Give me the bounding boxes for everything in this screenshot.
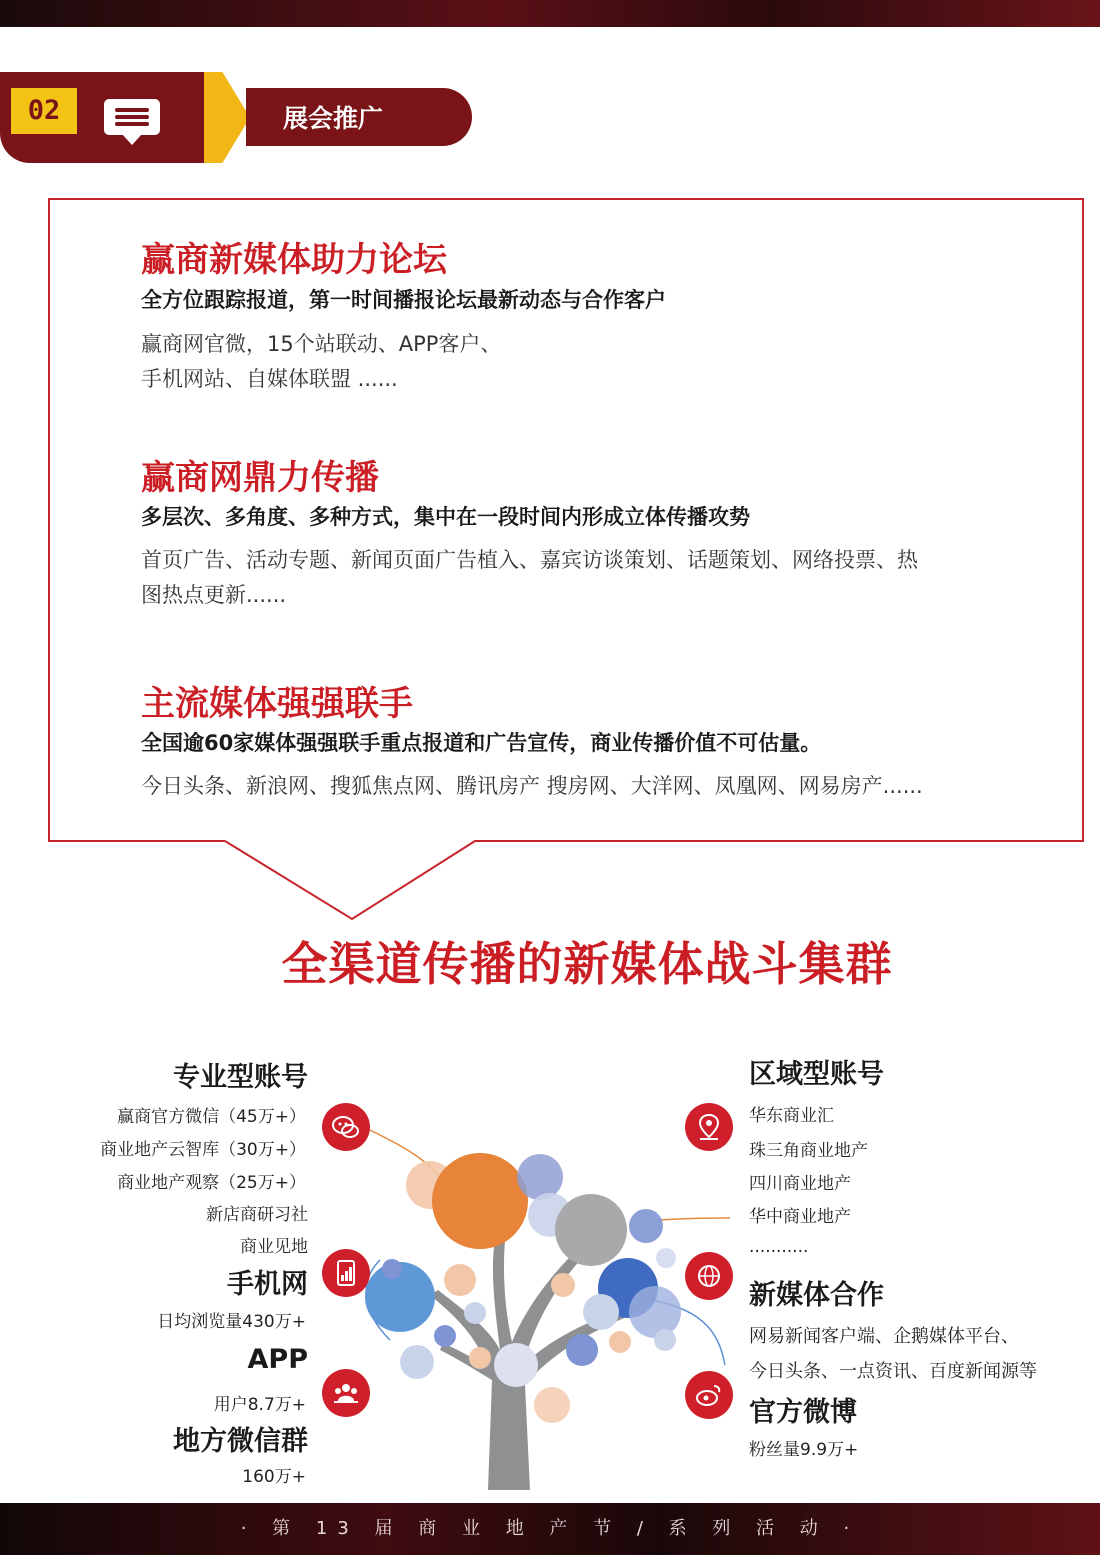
chat-bubble-tail bbox=[122, 134, 142, 145]
section-1-body-line-2: 手机网站、自媒体联盟 ...... bbox=[141, 367, 398, 391]
globe-icon bbox=[685, 1252, 733, 1300]
section-2-subtitle: 多层次、多角度、多种方式，集中在一段时间内形成立体传播攻势 bbox=[141, 505, 750, 529]
section-1-subtitle: 全方位跟踪报道，第一时间播报论坛最新动态与合作客户 bbox=[141, 288, 666, 312]
regional-account-item: ........... bbox=[749, 1237, 809, 1257]
section-1-title: 赢商新媒体助力论坛 bbox=[141, 240, 447, 280]
section-2-title: 赢商网鼎力传播 bbox=[141, 458, 379, 498]
app-people-icon bbox=[322, 1369, 370, 1417]
new-media-partner-line: 网易新闻客户端、企鹅媒体平台、 bbox=[749, 1326, 1019, 1347]
chat-bubble-icon bbox=[104, 99, 160, 135]
professional-account-item: 商业地产观察（25万+） bbox=[117, 1173, 306, 1193]
regional-account-item: 四川商业地产 bbox=[749, 1174, 851, 1194]
new-media-cooperation-title: 新媒体合作 bbox=[749, 1280, 884, 1311]
location-pin-icon bbox=[685, 1103, 733, 1151]
main-headline: 全渠道传播的新媒体战斗集群 bbox=[281, 937, 893, 991]
regional-account-item: 华东商业汇 bbox=[749, 1106, 834, 1126]
mobile-chart-icon bbox=[322, 1249, 370, 1297]
section-3-subtitle: 全国逾60家媒体强强联手重点报道和广告宣传，商业传播价值不可估量。 bbox=[141, 731, 822, 755]
professional-account-item: 赢商官方微信（45万+） bbox=[117, 1107, 306, 1127]
mobile-site-title: 手机网 bbox=[227, 1269, 308, 1300]
section-number-badge: 02 bbox=[11, 88, 77, 134]
regional-account-item: 华中商业地产 bbox=[749, 1207, 851, 1227]
professional-account-item: 商业见地 bbox=[240, 1237, 308, 1257]
section-2-body-line-1: 首页广告、活动专题、新闻页面广告植入、嘉宾访谈策划、话题策划、网络投票、热 bbox=[141, 548, 918, 572]
regional-account-item: 珠三角商业地产 bbox=[749, 1141, 868, 1161]
footer-text: · 第 13 届 商 业 地 产 节 / 系 列 活 动 · bbox=[240, 1518, 860, 1539]
section-title: 展会推广 bbox=[283, 104, 384, 133]
top-decorative-bar bbox=[0, 0, 1100, 27]
app-title: APP bbox=[247, 1344, 308, 1375]
new-media-partner-line: 今日头条、一点资讯、百度新闻源等 bbox=[749, 1361, 1037, 1382]
wechat-groups-title: 地方微信群 bbox=[173, 1426, 308, 1457]
mobile-site-stat: 日均浏览量430万+ bbox=[157, 1312, 306, 1332]
regional-accounts-title: 区域型账号 bbox=[749, 1059, 884, 1090]
wechat-icon bbox=[322, 1103, 370, 1151]
section-3-title: 主流媒体强强联手 bbox=[141, 684, 413, 724]
professional-account-item: 新店商研习社 bbox=[206, 1205, 308, 1225]
official-weibo-stat: 粉丝量9.9万+ bbox=[749, 1440, 859, 1460]
weibo-icon bbox=[685, 1371, 733, 1419]
wechat-groups-stat: 160万+ bbox=[242, 1467, 306, 1487]
section-3-body-line-1: 今日头条、新浪网、搜狐焦点网、腾讯房产 搜房网、大洋网、凤凰网、网易房产...... bbox=[141, 774, 923, 798]
section-2-body-line-2: 图热点更新...... bbox=[141, 583, 287, 607]
official-weibo-title: 官方微博 bbox=[749, 1397, 857, 1428]
professional-account-item: 商业地产云智库（30万+） bbox=[100, 1140, 306, 1160]
section-1-body-line-1: 赢商网官微，15个站联动、APP客户、 bbox=[141, 332, 502, 356]
header-yellow-arrow bbox=[204, 72, 250, 163]
app-stat: 用户8.7万+ bbox=[213, 1395, 306, 1415]
professional-accounts-title: 专业型账号 bbox=[173, 1062, 308, 1093]
